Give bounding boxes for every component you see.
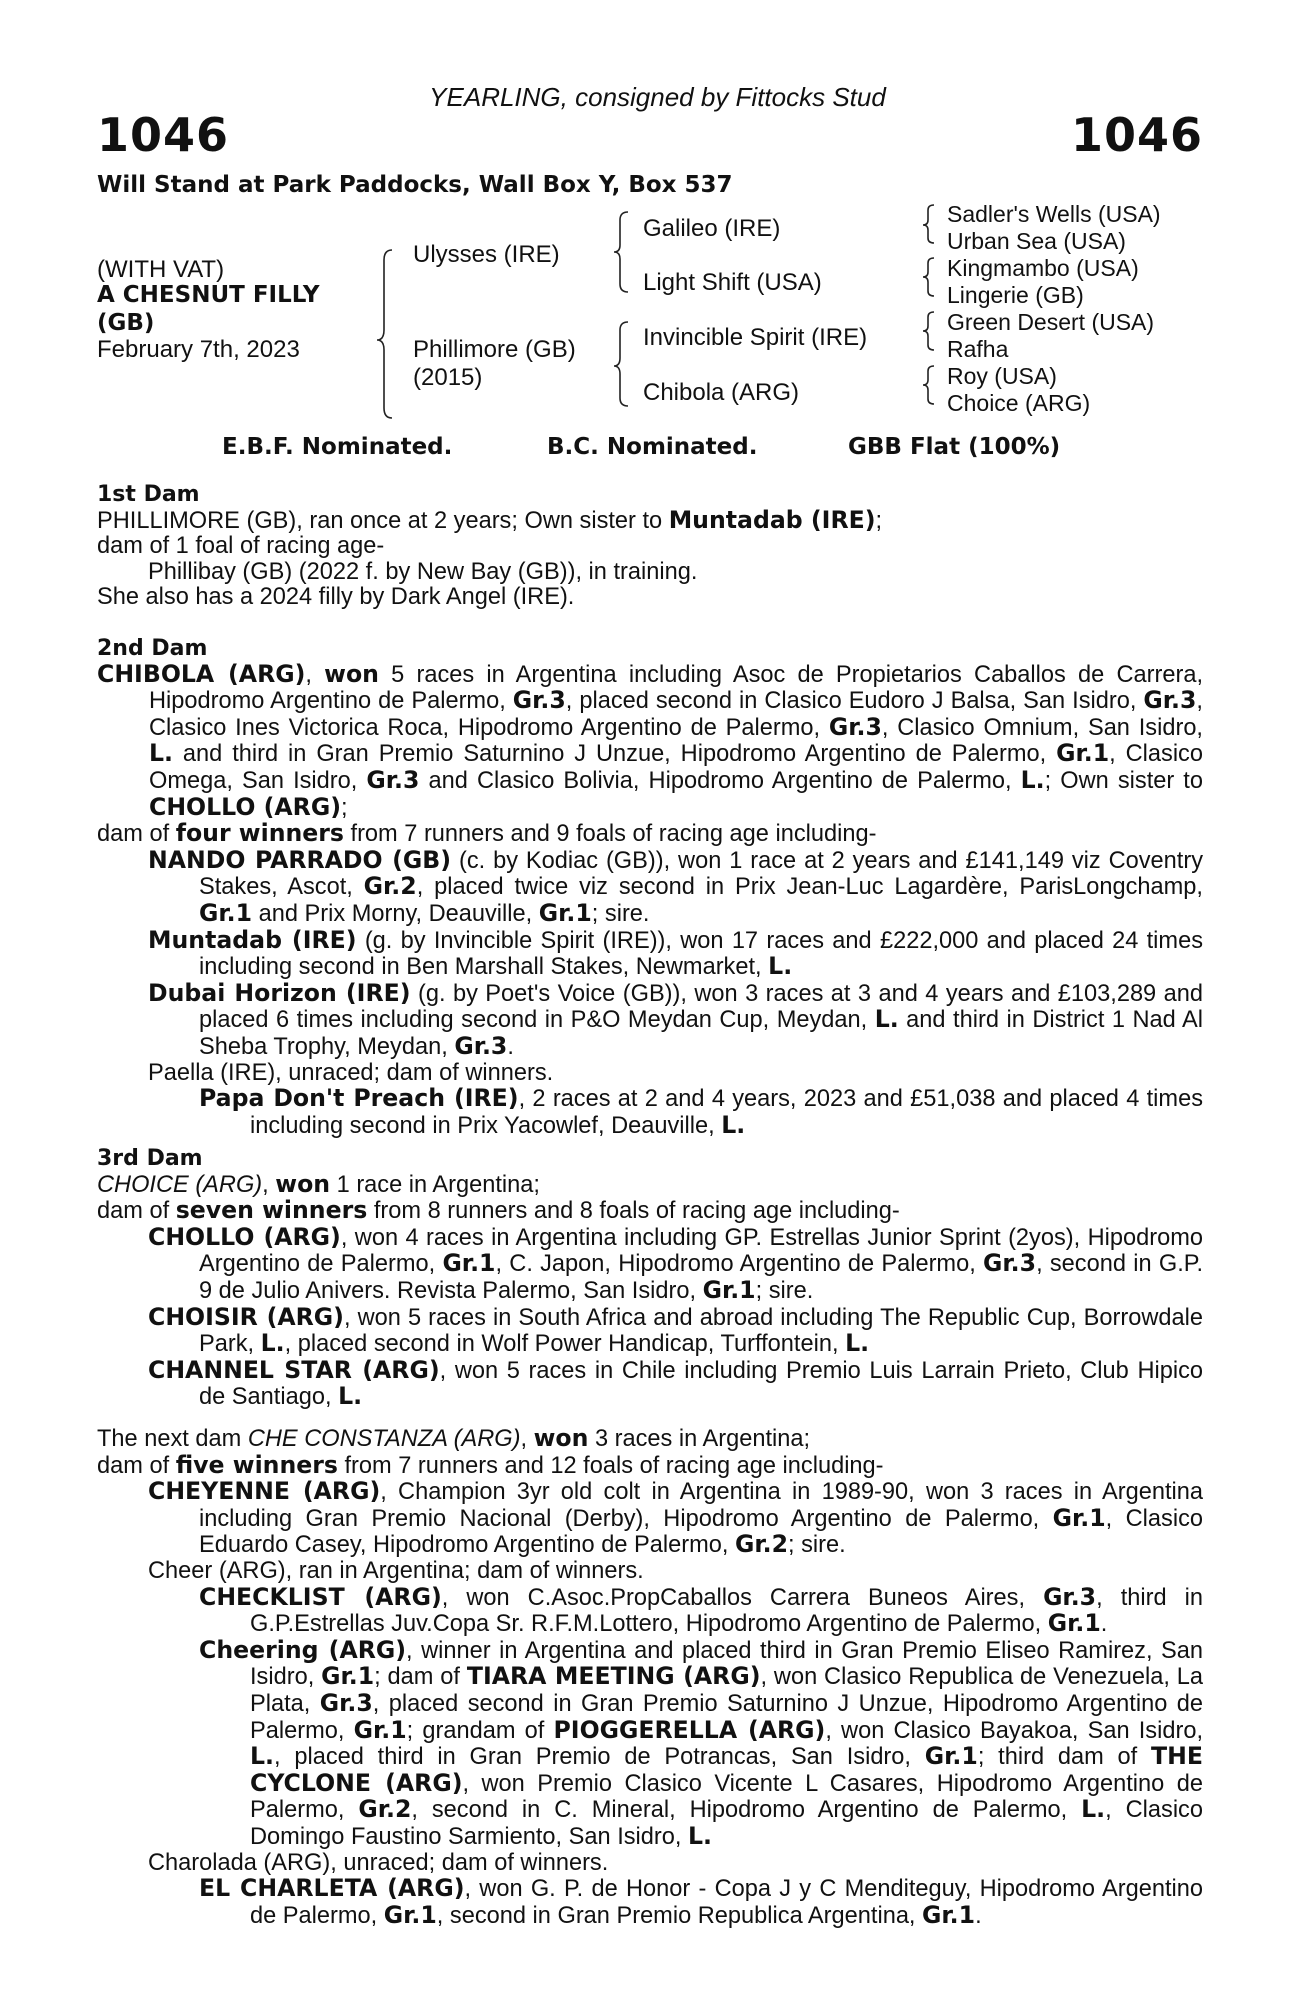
text-run: , Clasico Eduardo Casey, Hipodromo Argentino de Palermo, xyxy=(199,1505,1203,1559)
first-dam-note: She also has a 2024 filly by Dark Angel (IRE). xyxy=(97,584,575,611)
dam-sire: Invincible Spirit (IRE) xyxy=(643,324,868,351)
text-run: dam of xyxy=(97,821,176,848)
text-run: , placed second in Clasico Eudoro J Balsa, San Isidro, xyxy=(565,688,1144,715)
second-dam-record xyxy=(97,659,1203,822)
text-run: Gr.1 xyxy=(1047,1609,1101,1638)
brace-gen3-2 xyxy=(923,258,934,296)
text-run: Dubai Horizon (IRE) xyxy=(148,978,411,1007)
text-run: Gr.3 xyxy=(512,686,566,715)
text-run: , xyxy=(262,1171,276,1198)
produce-checklist xyxy=(199,1582,1203,1638)
text-run: CHOLLO (ARG) xyxy=(149,792,341,821)
text-run: CHECKLIST (ARG) xyxy=(199,1582,442,1611)
text-run: , won Clasico Republica de Venezuela, La Plata, xyxy=(250,1664,1204,1717)
text-run: Cheer (ARG), ran in Argentina; dam of winners. xyxy=(148,1557,644,1584)
text-run: , second in Gran Premio Republica Argentina, xyxy=(436,1902,923,1929)
text-run: dam of xyxy=(97,1198,176,1225)
text-run: five winners xyxy=(175,1450,338,1479)
text-run: , won 5 races in Chile including Premio Luis Larrain Prieto, Club Hipico de Santiago, xyxy=(199,1357,1204,1411)
bc-nomination: B.C. Nominated. xyxy=(547,434,758,460)
text-run: CHE CONSTANZA (ARG) xyxy=(247,1426,521,1452)
brace-gen3-4 xyxy=(923,366,934,404)
text-run: . xyxy=(507,1033,514,1060)
text-run: CHIBOLA (ARG) xyxy=(97,659,306,688)
text-run: EL CHARLETA (ARG) xyxy=(199,1874,465,1903)
text-run: THE CYCLONE (ARG) xyxy=(250,1742,1204,1797)
text-run: Cheering (ARG) xyxy=(199,1635,407,1664)
dam-dam: Chibola (ARG) xyxy=(643,379,800,406)
g3-3: Kingmambo (USA) xyxy=(947,255,1139,281)
text-run: Gr.1 xyxy=(538,898,592,927)
text-run: Gr.1 xyxy=(383,1900,437,1929)
text-run: from 7 runners and 12 foals of racing age including- xyxy=(337,1452,884,1479)
text-run: , winner in Argentina and placed third in Gran Premio Eliseo Ramirez, San Isidro, xyxy=(250,1637,1203,1691)
text-run: , Clasico Ines Victorica Roca, Hipodromo Argentino de Palermo, xyxy=(149,688,1203,741)
text-run: and third in Gran Premio Saturnino J Unzue, Hipodromo Argentino de Palermo, xyxy=(173,741,1057,768)
text-run: L. xyxy=(149,739,173,768)
produce-papa-dont-preach xyxy=(199,1086,1203,1139)
text-run: , won C.Asoc.PropCaballos Carrera Buneos Aires, xyxy=(441,1584,1044,1611)
produce-cheer xyxy=(148,1559,1203,1585)
text-run: CHOICE (ARG) xyxy=(97,1171,263,1198)
text-run: ; dam of xyxy=(374,1664,467,1691)
text-run: Gr.1 xyxy=(321,1662,375,1691)
produce-dubai-horizon xyxy=(148,978,1203,1061)
g3-1: Sadler's Wells (USA) xyxy=(947,201,1161,227)
sire-dam: Light Shift (USA) xyxy=(643,269,822,296)
brace-gen2-sire xyxy=(614,212,628,292)
third-dam-section xyxy=(97,1146,1203,1411)
text-run: Gr.1 xyxy=(353,1715,407,1744)
text-run: ; Own sister to xyxy=(1044,767,1203,794)
text-run: 3 races in Argentina; xyxy=(588,1426,811,1452)
text-run: from 8 runners and 8 foals of racing age including- xyxy=(367,1198,900,1225)
text-run: 5 races in Argentina including Asoc de Propietarios Caballos de Carrera, Hipodromo Argentino de Palermo, xyxy=(149,661,1203,715)
produce-cheyenne xyxy=(148,1479,1203,1559)
text-run: Gr.3 xyxy=(1043,1582,1097,1611)
lot-number-left: 1046 xyxy=(97,108,230,162)
produce-channel-star xyxy=(148,1355,1204,1411)
text-run: CHOLLO (ARG) xyxy=(148,1222,341,1251)
text-run: Paella (IRE), unraced; dam of winners. xyxy=(148,1059,554,1086)
second-dam-section xyxy=(97,636,1203,1139)
brace-gen3-3 xyxy=(923,312,934,350)
text-run: , Clasico Omnium, San Isidro, xyxy=(881,714,1203,741)
text-run: . xyxy=(1100,1611,1108,1638)
text-run: Gr.3 xyxy=(366,765,420,794)
vat-label: (WITH VAT) xyxy=(97,256,225,283)
text-run: Gr.1 xyxy=(1052,1503,1106,1532)
produce-el-charleta xyxy=(199,1876,1203,1929)
text-run: CHANNEL STAR (ARG) xyxy=(148,1355,440,1384)
text-run: (g. by Poet's Voice (GB)), won 3 races at 3 and 4 years and £103,289 and placed 6 times including second in P&O Meydan Cup, Meydan, xyxy=(199,980,1203,1034)
text-run: L. xyxy=(688,1821,713,1850)
sire-sire: Galileo (IRE) xyxy=(643,215,781,242)
text-run: won xyxy=(324,659,379,688)
g3-7: Roy (USA) xyxy=(947,363,1057,389)
dam-name: Phillimore (GB) xyxy=(413,336,576,363)
dam-year: (2015) xyxy=(413,364,483,391)
text-run: , won 4 races in Argentina including GP. Estrellas Junior Sprint (2yos), Hipodromo Argentino de Palermo, xyxy=(199,1224,1203,1278)
text-run: , Clasico Domingo Faustino Sarmiento, San Isidro, xyxy=(250,1797,1203,1850)
text-run: ; third dam of xyxy=(977,1744,1152,1771)
text-run: , placed twice viz second in Prix Jean-Luc Lagardère, ParisLongchamp, xyxy=(416,874,1203,901)
g3-8: Choice (ARG) xyxy=(947,390,1091,416)
text-run: L. xyxy=(1020,765,1045,794)
text-run: L. xyxy=(260,1329,285,1358)
g3-6: Rafha xyxy=(947,336,1009,362)
ebf-nomination: E.B.F. Nominated. xyxy=(222,434,453,460)
text-run: ; xyxy=(340,794,348,821)
text-run: , won G. P. de Honor - Copa J y C Menditeguy, Hipodromo Argentino de Palermo, xyxy=(250,1876,1203,1929)
first-dam-section xyxy=(97,482,1203,611)
text-run: from 7 runners and 9 foals of racing age including- xyxy=(343,821,877,848)
sire-name: Ulysses (IRE) xyxy=(413,241,560,268)
first-dam-produce: Phillibay (GB) (2022 f. by New Bay (GB)), in training. xyxy=(148,558,698,585)
third-dam-heading: 3rd Dam xyxy=(97,1146,203,1171)
text-run: Gr.1 xyxy=(199,898,253,927)
text-run: Gr.3 xyxy=(454,1031,508,1060)
text-run: Gr.2 xyxy=(363,872,417,901)
lot-number-right: 1046 xyxy=(1070,108,1203,162)
next-dam-record xyxy=(97,1426,1203,1453)
brace-gen3-1 xyxy=(923,205,934,243)
text-run: won xyxy=(275,1169,331,1198)
text-run: dam of xyxy=(97,1452,176,1479)
first-dam-line1: PHILLIMORE (GB), ran once at 2 years; Own sister to Muntadab (IRE); xyxy=(97,505,883,534)
text-run: L. xyxy=(338,1382,363,1411)
text-run: TIARA MEETING (ARG) xyxy=(466,1662,761,1691)
text-run: , won Clasico Bayakoa, San Isidro, xyxy=(825,1717,1203,1744)
text-run: Gr.1 xyxy=(924,1742,978,1771)
next-dam-section xyxy=(97,1426,1203,1929)
text-run: ; sire. xyxy=(788,1532,846,1559)
horse-country: (GB) xyxy=(97,310,155,336)
text-run: 1 race in Argentina; xyxy=(330,1171,540,1198)
text-run: (g. by Invincible Spirit (IRE)), won 17 races and £222,000 and placed 24 times including second in Ben Marshall Stakes, Newmarket, xyxy=(199,927,1203,981)
text-run: , Champion 3yr old colt in Argentina in 1989-90, won 3 races in Argentina including Gran Premio Nacional (Derby), Hipodromo Argentino de Palermo, xyxy=(199,1479,1204,1532)
produce-muntadab xyxy=(148,925,1203,981)
text-run: ; sire. xyxy=(755,1277,814,1304)
text-run: L. xyxy=(768,952,793,981)
text-run: L. xyxy=(1081,1795,1106,1824)
first-dam-line2: dam of 1 foal of racing age- xyxy=(97,533,385,560)
text-run: L. xyxy=(721,1110,746,1139)
text-run: CHEYENNE (ARG) xyxy=(148,1477,381,1506)
text-run: four winners xyxy=(175,819,344,848)
text-run: , won Premio Clasico Vicente L Casares, Hipodromo Argentino de Palermo, xyxy=(250,1770,1203,1824)
produce-cheering xyxy=(199,1635,1204,1851)
produce-nando-parrado xyxy=(148,845,1203,928)
text-run: seven winners xyxy=(175,1196,368,1225)
text-run: , xyxy=(305,661,325,688)
third-dam-record xyxy=(97,1169,1203,1199)
text-run: . xyxy=(975,1902,982,1929)
gbb-flat: GBB Flat (100%) xyxy=(848,434,1061,460)
text-run: ; sire. xyxy=(591,900,650,927)
text-run: L. xyxy=(874,1005,899,1034)
text-run: Gr.2 xyxy=(734,1530,788,1559)
text-run: , won 5 races in South Africa and abroad including The Republic Cup, Borrowdale Park, xyxy=(199,1304,1203,1358)
consignment-line: YEARLING, consigned by Fittocks Stud xyxy=(429,82,886,112)
g3-4: Lingerie (GB) xyxy=(947,282,1084,308)
text-run: won xyxy=(533,1424,589,1452)
text-run: CHOISIR (ARG) xyxy=(148,1302,344,1331)
produce-chollo xyxy=(148,1222,1203,1305)
produce-charolada xyxy=(148,1851,1203,1877)
text-run: , C. Japon, Hipodromo Argentino de Palermo, xyxy=(495,1251,984,1278)
produce-paella xyxy=(148,1061,1203,1087)
text-run: Gr.3 xyxy=(319,1688,373,1717)
text-run: , placed second in Gran Premio Saturnino J Unzue, Hipodromo Argentino de Palermo, xyxy=(250,1690,1204,1744)
text-run: NANDO PARRADO (GB) xyxy=(148,845,452,874)
text-run: ; grandam of xyxy=(406,1717,554,1744)
text-run: Muntadab (IRE) xyxy=(148,925,357,954)
text-run: L. xyxy=(845,1329,870,1358)
text-run: The next dam xyxy=(97,1426,248,1452)
second-dam-produce-summary xyxy=(97,821,1203,848)
brace-gen2-dam xyxy=(614,322,628,406)
text-run: Gr.1 xyxy=(1056,739,1110,768)
text-run: Gr.1 xyxy=(922,1900,976,1929)
text-run: PIOGGERELLA (ARG) xyxy=(553,1715,826,1744)
text-run: , third in G.P.Estrellas Juv.Copa Sr. R.F.M.Lottero, Hipodromo Argentino de Palermo, xyxy=(250,1584,1203,1638)
stand-location: Will Stand at Park Paddocks, Wall Box Y, Box 537 xyxy=(97,172,733,198)
text-run: Gr.3 xyxy=(828,712,882,741)
text-run: Charolada (ARG), unraced; dam of winners. xyxy=(148,1849,609,1876)
next-dam-produce-summary xyxy=(97,1450,1203,1480)
foaling-date: February 7th, 2023 xyxy=(97,336,300,363)
text-run: (c. by Kodiac (GB)), won 1 race at 2 years and £141,149 viz Coventry Stakes, Ascot, xyxy=(199,847,1203,901)
text-run: L. xyxy=(250,1742,274,1771)
first-dam-heading: 1st Dam xyxy=(97,482,200,507)
text-run: Papa Don't Preach (IRE) xyxy=(199,1084,519,1113)
text-run: , placed third in Gran Premio de Potrancas, San Isidro, xyxy=(274,1744,925,1771)
text-run: , 2 races at 2 and 4 years, 2023 and £51,038 and placed 4 times including second in Prix Yacowlef, Deauville, xyxy=(250,1086,1203,1139)
text-run: and Clasico Bolivia, Hipodromo Argentino de Palermo, xyxy=(419,767,1021,794)
g3-5: Green Desert (USA) xyxy=(947,309,1155,335)
text-run: Gr.1 xyxy=(702,1275,756,1304)
text-run: , Clasico Omega, San Isidro, xyxy=(149,741,1203,794)
third-dam-produce-summary xyxy=(97,1198,1203,1225)
text-run: , xyxy=(520,1426,534,1452)
produce-choisir xyxy=(148,1302,1203,1358)
text-run: and third in District 1 Nad Al Sheba Trophy, Meydan, xyxy=(199,1007,1203,1060)
text-run: Gr.2 xyxy=(358,1795,412,1824)
g3-2: Urban Sea (USA) xyxy=(947,228,1126,254)
text-run: , second in C. Mineral, Hipodromo Argentino de Palermo, xyxy=(411,1797,1082,1824)
text-run: Gr.3 xyxy=(983,1249,1037,1278)
text-run: Gr.3 xyxy=(1143,686,1197,715)
text-run: and Prix Morny, Deauville, xyxy=(252,900,539,927)
text-run: , placed second in Wolf Power Handicap, Turffontein, xyxy=(284,1331,846,1358)
second-dam-heading: 2nd Dam xyxy=(97,636,208,661)
text-run: , second in G.P. 9 de Julio Anivers. Revista Palermo, San Isidro, xyxy=(199,1251,1203,1304)
text-run: Gr.1 xyxy=(442,1249,496,1278)
horse-description: A CHESNUT FILLY xyxy=(97,282,320,308)
brace-gen1 xyxy=(377,250,392,418)
